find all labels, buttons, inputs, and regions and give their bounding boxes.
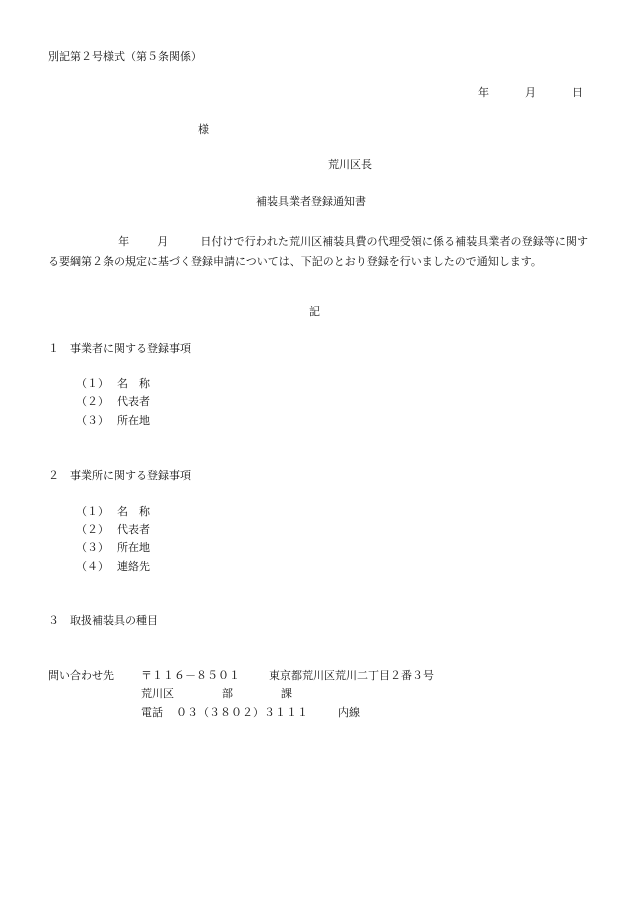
- section-2-item-3-num: （３）: [76, 541, 109, 554]
- section-2-item-4-num: （４）: [76, 560, 109, 573]
- issuer: 荒川区長: [328, 158, 372, 171]
- contact-address: 東京都荒川区荒川二丁目２番３号: [269, 669, 434, 682]
- contact-postal: 〒１１６－８５０１: [141, 669, 240, 682]
- contact-dept-ka: 課: [281, 687, 292, 700]
- body-year: 年: [118, 235, 130, 248]
- section-1-item-1-label: 名 称: [117, 377, 150, 390]
- body-text: 日付けで行われた荒川区補装具費の代理受領に係る補装具業者の登録等に関する要綱第２条の規定に基づく登録申請については、下記のとおり登録を行いましたので通知します。: [48, 235, 589, 268]
- contact-phone-label: 電話: [141, 706, 163, 719]
- body-paragraph: [48, 232, 588, 272]
- ki-heading: 記: [309, 305, 320, 318]
- date-month: 月: [525, 86, 536, 99]
- section-1-number: １: [48, 342, 59, 355]
- section-2-item-3-label: 所在地: [117, 541, 150, 554]
- section-2-item-4-label: 連絡先: [117, 560, 150, 573]
- section-1-item-2-num: （２）: [76, 395, 109, 408]
- section-3-title: 取扱補装具の種目: [70, 614, 158, 627]
- contact-dept-ward: 荒川区: [141, 687, 174, 700]
- section-1-title: 事業者に関する登録事項: [70, 342, 191, 355]
- addressee-sama: 様: [198, 123, 209, 136]
- section-2-item-1-num: （１）: [76, 505, 109, 518]
- section-2-item-2-label: 代表者: [117, 523, 150, 536]
- section-1-item-1-num: （１）: [76, 377, 109, 390]
- contact-label: 問い合わせ先: [48, 669, 114, 682]
- date-year: 年: [478, 86, 489, 99]
- date-day: 日: [572, 86, 583, 99]
- body-month: 月: [157, 235, 169, 248]
- section-2-item-2-num: （２）: [76, 523, 109, 536]
- section-1-item-3-label: 所在地: [117, 414, 150, 427]
- contact-dept-bu: 部: [222, 687, 233, 700]
- section-1-item-3-num: （３）: [76, 414, 109, 427]
- section-2-number: ２: [48, 469, 59, 482]
- form-label: 別記第２号様式（第５条関係）: [48, 50, 202, 63]
- contact-phone: ０３（３８０２）３１１１: [176, 706, 308, 719]
- section-2-title: 事業所に関する登録事項: [70, 469, 191, 482]
- contact-extension: 内線: [338, 706, 360, 719]
- section-3-number: ３: [48, 614, 59, 627]
- document-title: 補装具業者登録通知書: [256, 195, 366, 208]
- section-2-item-1-label: 名 称: [117, 505, 150, 518]
- section-1-item-2-label: 代表者: [117, 395, 150, 408]
